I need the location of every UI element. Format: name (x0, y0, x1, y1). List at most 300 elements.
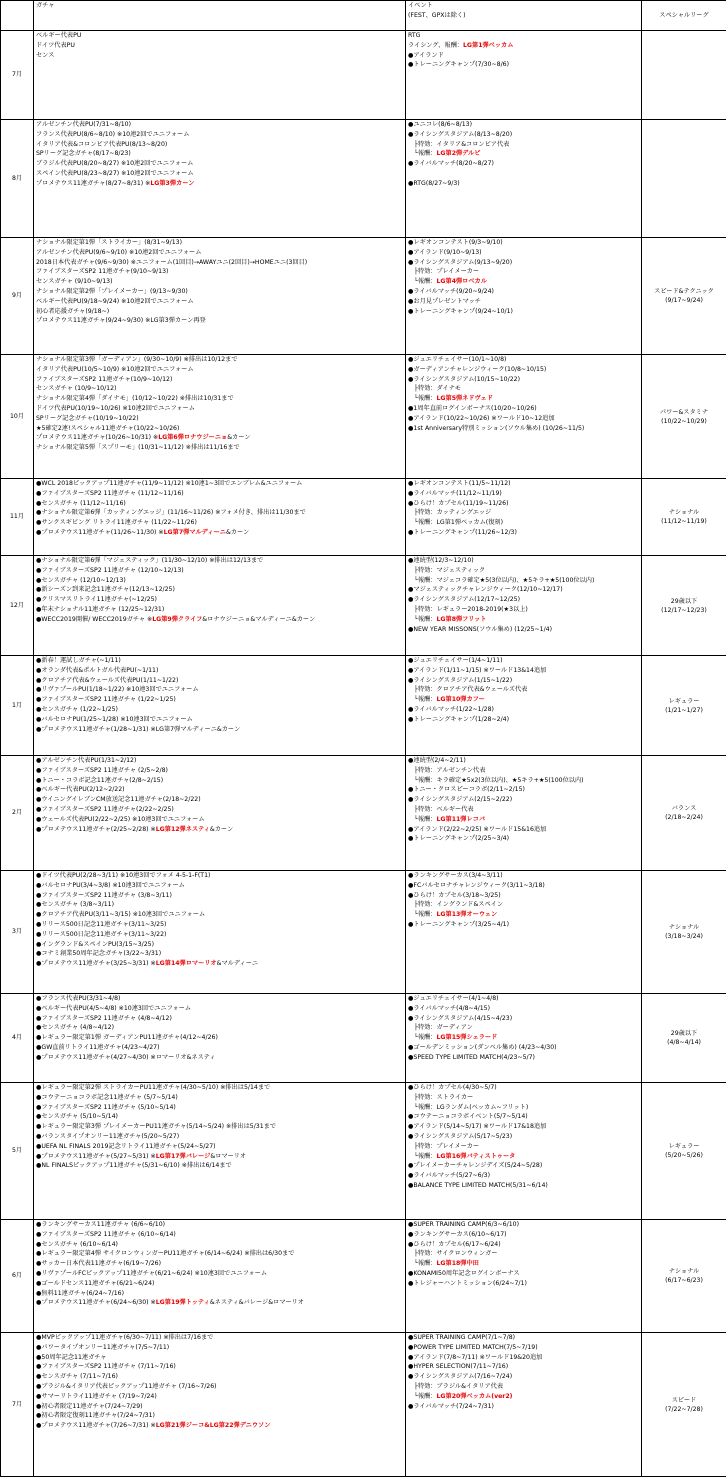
legend-highlight: LG第10弾カフー (436, 696, 484, 703)
table-row (1, 1220, 726, 1333)
text-segment: ●バルセロナPU(1/25~1/28) ※10連3回でユニフォーム (36, 716, 193, 723)
gacha-line (36, 766, 403, 776)
legend-highlight: LG第21弾ジーコ&LG第22弾デニウソン (156, 1422, 271, 1429)
special-league-cell (642, 355, 726, 479)
text-segment: ●リリース500日記念11連ガチャ(3/11~3/25) (36, 921, 166, 928)
text-segment: ●ライバルマッチ(11/12~11/19) (408, 490, 502, 497)
event-line (408, 1240, 639, 1250)
event-line (408, 384, 639, 394)
legend-highlight: LG第12弾ネスティ (156, 826, 210, 833)
gacha-line (36, 1333, 403, 1343)
event-line (408, 566, 639, 576)
text-segment: ●FCバルセロナチャレンジウィーク(3/11~3/18) (408, 882, 545, 889)
text-segment: ├特効：サイクロンウィンガー (408, 1250, 497, 1257)
gacha-line (36, 443, 403, 453)
gacha-line (36, 685, 403, 695)
text-segment: ●新春！運試しガチャ(~1/11) (36, 657, 121, 664)
text-segment: ●ライシングスタジアム(9/13~9/20) (408, 259, 512, 266)
table-row (1, 31, 726, 120)
gacha-line (36, 365, 403, 375)
gacha-line (36, 805, 403, 815)
gacha-line (36, 404, 403, 414)
gacha-line (36, 277, 403, 287)
gacha-line (36, 499, 403, 509)
gacha-line (36, 1014, 403, 1024)
gacha-cell (34, 120, 406, 238)
table-row (1, 994, 726, 1083)
gacha-line (36, 31, 403, 41)
legend-highlight: LG第19弾トッティ (156, 1299, 210, 1306)
event-cell (406, 756, 642, 871)
text-segment: ●プロメテウス11連ガチャ(3/25~3/31) ※ (36, 960, 156, 967)
text-segment: └報酬： (408, 616, 436, 623)
legend-highlight: LG第15弾シェラード (436, 1034, 497, 1041)
text-segment: ●センスガチャ (1/22~1/25) (36, 706, 118, 713)
gacha-line (36, 159, 403, 169)
gacha-cell (34, 871, 406, 994)
text-segment: ●ウイニングイレブンCM放送記念11連ガチャ(2/18~2/22) (36, 796, 201, 803)
event-line (408, 920, 639, 930)
text-segment: ●1周年直前ログインボーナス(10/20~10/26) (408, 405, 537, 412)
gacha-line (36, 267, 403, 277)
special-league-name: 29歳以下 (644, 597, 724, 606)
gacha-line (36, 1220, 403, 1230)
gacha-line (36, 1353, 403, 1363)
gacha-line (36, 384, 403, 394)
event-line (408, 676, 639, 686)
gacha-line (36, 1249, 403, 1259)
special-league-name: スピード (644, 1396, 724, 1405)
text-segment: &ネスティ&バレージ&ロマーリオ (210, 1299, 304, 1306)
text-segment: ●トレーニングキャンプ(11/26~12/3) (408, 529, 517, 536)
gacha-cell (34, 1333, 406, 1477)
event-line (408, 287, 639, 297)
event-line (408, 159, 639, 169)
text-segment: ●ランキングサーカス(6/10~6/17) (408, 1231, 507, 1238)
gacha-line (36, 297, 403, 307)
table-row (1, 1333, 726, 1477)
gacha-line (36, 1161, 403, 1171)
event-cell (406, 556, 642, 656)
header-event (406, 1, 642, 31)
event-line (408, 60, 639, 70)
gacha-cell (34, 1220, 406, 1333)
gacha-line (36, 1004, 403, 1014)
gacha-line (36, 307, 403, 317)
table-row (1, 238, 726, 355)
special-league-name: 29歳以下 (644, 1029, 724, 1038)
gacha-line (36, 1269, 403, 1279)
special-league-cell (642, 1333, 726, 1477)
gacha-line (36, 940, 403, 950)
event-line (408, 31, 639, 41)
event-line (408, 1093, 639, 1103)
gacha-line (36, 1362, 403, 1372)
gacha-cell (34, 479, 406, 556)
gacha-line (36, 815, 403, 825)
text-segment: ●アイランド(5/14~5/17) ※ワールド17&18追加 (408, 1123, 546, 1130)
gacha-cell (34, 656, 406, 756)
text-segment: ●クリスマスリトライ11連ガチャ(~12/25) (36, 596, 157, 603)
event-cell (406, 355, 642, 479)
gacha-line (36, 120, 403, 130)
event-cell (406, 1083, 642, 1220)
gacha-line (36, 1240, 403, 1250)
text-segment: ●プロメテウス11連ガチャ(11/26~11/30) ※ (36, 529, 164, 536)
event-line (408, 375, 639, 385)
event-line (408, 666, 639, 676)
event-line (408, 1343, 639, 1353)
text-segment: ●プロメテウス11連ガチャ(2/25~2/28) ※ (36, 826, 156, 833)
event-cell (406, 479, 642, 556)
event-line (408, 1259, 639, 1269)
text-segment: ●サンクスギビング リトライ11連ガチャ (11/22~11/26) (36, 519, 197, 526)
text-segment: ●バルセロナPU(3/4~3/8) ※10連3回でユニフォーム (36, 882, 185, 889)
text-segment: ●トニー・クロスピーコラボ(2/11~2/15) (408, 786, 525, 793)
event-cell (406, 871, 642, 994)
text-segment: ├特効：イングランド&スペイン (408, 901, 503, 908)
text-segment: ●センスガチャ (6/10~6/14) (36, 1241, 118, 1248)
gacha-line (36, 1289, 403, 1299)
event-line (408, 355, 639, 365)
event-line (408, 499, 639, 509)
text-segment: &マルディーニ (217, 960, 258, 967)
text-segment: ├特効：マジェスティック (408, 567, 485, 574)
text-segment: ●ライバルマッチ(7/24~7/31) (408, 1403, 494, 1410)
gacha-line (36, 705, 403, 715)
gacha-line (36, 1230, 403, 1240)
text-segment: ●SUPER TRAINING CAMP(7/1~7/8) (408, 1334, 515, 1341)
gacha-cell (34, 1083, 406, 1220)
legend-highlight: LG第14弾ロマーリオ (156, 960, 217, 967)
event-line (408, 424, 639, 434)
text-segment: ●プロメテウス11連ガチャ(6/24~6/30) ※ (36, 1299, 156, 1306)
text-segment: ●センスガチャ (7/11~7/16) (36, 1373, 118, 1380)
text-segment: └報酬： (408, 395, 436, 402)
event-line (408, 528, 639, 538)
text-segment: ├特効：ブラジル&イタリア代表 (408, 1383, 503, 1390)
gacha-line (36, 1392, 403, 1402)
gacha-line (36, 1103, 403, 1113)
month-cell: 9月 (1, 238, 34, 355)
legend-highlight: LG第1弾ベッカム (463, 42, 513, 49)
table-row (1, 871, 726, 994)
month-cell: 11月 (1, 479, 34, 556)
event-line (408, 766, 639, 776)
text-segment: イタリア代表&コロンビア代表PU(8/13~8/20) (36, 141, 167, 148)
special-league-cell (642, 994, 726, 1083)
month-cell: 1月 (1, 656, 34, 756)
event-line (408, 518, 639, 528)
text-segment: ●連続型(12/3~12/10) (408, 557, 474, 564)
event-line (408, 695, 639, 705)
event-line (408, 267, 639, 277)
gacha-line (36, 930, 403, 940)
event-line (408, 1181, 639, 1191)
text-segment: ナショナル限定第5弾「スプリーモ」(10/31~11/12) ※排出は11/16まで (36, 444, 240, 451)
event-line (408, 258, 639, 268)
table-row (1, 355, 726, 479)
text-segment: ├特効：レギュラー2018-2019(★3以上) (408, 606, 528, 613)
text-segment: ●SPEED TYPE LIMITED MATCH(4/23~5/7) (408, 1054, 535, 1061)
gacha-line (36, 248, 403, 258)
table-row (1, 1083, 726, 1220)
special-league-dates: (11/12~11/19) (644, 517, 724, 526)
event-line (408, 625, 639, 635)
text-segment: ●サッカー日本代表11連ガチャ(6/19~7/26) (36, 1260, 161, 1267)
event-line (408, 277, 639, 287)
event-line (408, 41, 639, 51)
text-segment: ●新シーズン到来記念11連ガチャ(12/13~12/25) (36, 586, 175, 593)
legend-highlight: LG第8弾フリット (436, 616, 486, 623)
gacha-line (36, 566, 403, 576)
text-segment: ●レギオンコンテスト(9/3~9/10) (408, 239, 503, 246)
text-segment: ●初心者限定復刻11連ガチャ(7/24~7/31) (36, 1412, 155, 1419)
text-segment: ファイブスターズSP2 11連ガチャ(10/9~10/12) (36, 376, 172, 383)
special-league-dates: (3/18~3/24) (644, 932, 724, 941)
table-row (1, 656, 726, 756)
gacha-line (36, 1298, 403, 1308)
gacha-line (36, 615, 403, 625)
event-cell (406, 1333, 642, 1477)
legend-highlight: LG第16弾バティストゥータ (436, 1153, 515, 1160)
text-segment: ●ファイブスターズSP2 11連ガチャ (4/8~4/12) (36, 1015, 172, 1022)
legend-highlight: LG第4弾ロベカル (436, 278, 486, 285)
text-segment: ●サマーリトライ11連ガチャ (7/19~7/24) (36, 1393, 157, 1400)
text-segment: ●アイランド(1/11~1/15) ※ワールド13&14追加 (408, 667, 546, 674)
gacha-line (36, 595, 403, 605)
text-segment: ├特効：イタリア&コロンビア代表 (408, 141, 509, 148)
event-line (408, 1249, 639, 1259)
text-segment: ●トレーニングキャンプ(2/25~3/4) (408, 835, 509, 842)
text-segment: &カーン (227, 434, 250, 441)
text-segment: ●MVPピックアップ11連ガチャ(6/30~7/11) ※排出は7/16まで (36, 1334, 213, 1341)
event-line (408, 394, 639, 404)
text-segment: ●オランダ代表&ポルトガル代表PU(~1/11) (36, 667, 158, 674)
event-line (408, 1122, 639, 1132)
special-league-name: スピード&テクニック (644, 287, 724, 296)
text-segment: ●NL FINALSピックアップ11連ガチャ(5/31~6/10) ※排出は6/14まで (36, 1162, 232, 1169)
text-segment: ナショナル限定第4弾「ダイナモ」(10/12~10/22) ※排出は10/31まで (36, 395, 234, 402)
text-segment: ●ライバルマッチ(9/20~9/24) (408, 288, 494, 295)
text-segment: ●ライシングスタジアム(7/16~7/24) (408, 1373, 512, 1380)
text-segment: ベルギー代表PU (36, 32, 81, 39)
event-line (408, 685, 639, 695)
event-line (408, 508, 639, 518)
event-line (408, 556, 639, 566)
text-segment: └報酬： (408, 696, 436, 703)
gacha-line (36, 489, 403, 499)
event-line (408, 795, 639, 805)
special-league-dates: (5/20~5/26) (644, 1151, 724, 1160)
event-line (408, 1004, 639, 1014)
event-line (408, 1230, 639, 1240)
text-segment: ●UEFA NL FINALS 2019記念リトライ11連ガチャ(5/24~5/27) (36, 1143, 216, 1150)
month-cell: 8月 (1, 120, 34, 238)
event-line (408, 238, 639, 248)
text-segment: ●プロメテウス11連ガチャ(1/28~1/31) ※LG第7弾マルディーニ&カーン (36, 726, 240, 733)
text-segment: ●ウェールズ代表PU(2/22~2/25) ※10連3回でユニフォーム (36, 816, 205, 823)
text-segment: └報酬：LGランダム(ベッカム~フリット) (408, 1104, 528, 1111)
event-line (408, 595, 639, 605)
table-body (1, 31, 726, 1477)
text-segment: プロメテウス11連ガチャ(10/26~10/31) ※ (36, 434, 158, 441)
special-league-cell (642, 238, 726, 355)
gacha-line (36, 1093, 403, 1103)
header-gacha: ガチャ (34, 1, 406, 31)
event-line (408, 120, 639, 130)
gacha-line (36, 130, 403, 140)
gacha-line (36, 41, 403, 51)
special-league-dates: (6/17~6/23) (644, 1276, 724, 1285)
text-segment: └報酬： (408, 150, 436, 157)
text-segment: ●アイランド (408, 52, 444, 59)
text-segment: ●レギュラー限定第2弾 ストライカーPU11連ガチャ(4/30~5/10) ※排出は5/14まで (36, 1084, 270, 1091)
gacha-line (36, 1279, 403, 1289)
text-segment: ●RTG(8/27~9/3) (408, 180, 460, 187)
gacha-line (36, 258, 403, 268)
event-cell (406, 994, 642, 1083)
special-league-name: ナショナル (644, 508, 724, 517)
text-segment: ●ライシングスタジアム(4/15~4/23) (408, 1015, 512, 1022)
text-segment: └報酬： (408, 1034, 436, 1041)
event-line (408, 1112, 639, 1122)
text-segment: └報酬：キラ確定★5x2(3位以内)、★5キラ+★5(100位以内) (408, 777, 584, 784)
text-segment: ●コナミ創業50周年記念ガチャ(3/22~3/31) (36, 950, 161, 957)
text-segment: ●ライシングスタジアム(5/17~5/23) (408, 1133, 512, 1140)
event-line (408, 891, 639, 901)
text-segment: ●トレーニングキャンプ(9/24~10/1) (408, 308, 513, 315)
text-segment: ●ジュエリチェイサー(4/1~4/8) (408, 995, 499, 1002)
gacha-line (36, 287, 403, 297)
text-segment: ドイツ代表PU(10/19~10/26) ※10連2回でユニフォーム (36, 405, 195, 412)
text-segment: ●プロメテウス11連ガチャ(4/27~4/30) ※ロマーリオ&ネスティ (36, 1054, 216, 1061)
table-row (1, 479, 726, 556)
text-segment: ●バランスタイプオンリー11連ガチャ(5/20~5/27) (36, 1133, 179, 1140)
text-segment: センス (36, 52, 54, 59)
gacha-line (36, 776, 403, 786)
text-segment: イタリア代表PU(10/5~10/9) ※10連2回でユニフォーム (36, 366, 194, 373)
text-segment: ●アイランド(2/22~2/25) ※ワールド15&16追加 (408, 826, 546, 833)
gacha-line (36, 1122, 403, 1132)
text-segment: └報酬：LG第1弾ベッカム(復刻) (408, 519, 503, 526)
text-segment: ●ベルギー代表PU(4/5~4/8) ※10連3回でユニフォーム (36, 1005, 191, 1012)
gacha-line (36, 676, 403, 686)
event-line (408, 1333, 639, 1343)
text-segment: ●マジェスティックチャレンジウィーク(12/10~12/17) (408, 586, 563, 593)
month-cell: 10月 (1, 355, 34, 479)
text-segment: ●ランキングサーカス(3/4~3/11) (408, 872, 503, 879)
header-special-league: スペシャルリーグ (642, 1, 726, 31)
text-segment: &ロマーリオ (210, 1153, 246, 1160)
text-segment: ├特効：ベルギー代表 (408, 806, 474, 813)
text-segment: ●ベルギー代表PU(2/12~2/22) (36, 786, 125, 793)
gacha-line (36, 949, 403, 959)
text-segment: ●ファイブスターズSP2 11連ガチャ (6/10~6/14) (36, 1231, 176, 1238)
event-cell (406, 1220, 642, 1333)
event-line (408, 881, 639, 891)
special-league-name: レギュラー (644, 697, 724, 706)
text-segment: ●センスガチャ (12/10~12/13) (36, 577, 126, 584)
gacha-line (36, 1083, 403, 1093)
month-cell: 6月 (1, 1220, 34, 1333)
special-league-cell (642, 871, 726, 994)
text-segment: ●ジュエリチェイサー(10/1~10/8) (408, 356, 506, 363)
text-segment: ●年末ナショナル11連ガチャ (12/25~12/31) (36, 606, 164, 613)
text-segment: └報酬： (408, 911, 436, 918)
text-segment: ベルギー代表PU(9/18~9/24) ※10連2回でユニフォーム (36, 298, 194, 305)
gacha-line (36, 795, 403, 805)
text-segment: ●50周年記念11連ガチャ (36, 1354, 106, 1361)
text-segment: ●1st Anniversary特別ミッション(ソウル集め) (10/26~11/5) (408, 425, 584, 432)
month-cell: 5月 (1, 1083, 34, 1220)
special-league-dates: (10/22~10/29) (644, 417, 724, 426)
special-league-dates: (7/22~7/28) (644, 1405, 724, 1414)
text-segment: ファイブスターズSP2 11連ガチャ(9/10~9/13) (36, 268, 168, 275)
gacha-line (36, 756, 403, 766)
special-league-dates: (2/18~2/24) (644, 813, 724, 822)
text-segment: ●クロアチア代表&ウェールズ代表PU(1/11~1/22) (36, 677, 178, 684)
text-segment: ●ライバルマッチ(5/27~6/3) (408, 1172, 490, 1179)
text-segment: ●トレーニングキャンプ(3/25~4/1) (408, 921, 509, 928)
text-segment: 2018日本代表ガチャ(9/6~9/30) ※ユニフォーム(1回目)→AWAYユニ(2回目)→HOMEユニ(3回目) (36, 259, 307, 266)
event-line (408, 130, 639, 140)
text-segment: 初心者応援ガチャ(9/18~) (36, 308, 109, 315)
event-line (408, 805, 639, 815)
text-segment: ●レギュラー限定第4弾 サイクロンウィンガーPU11連ガチャ(6/14~6/24) ※排出は6/30まで (36, 1250, 294, 1257)
special-league-cell (642, 756, 726, 871)
gacha-line (36, 1382, 403, 1392)
special-league-cell (642, 556, 726, 656)
event-line (408, 756, 639, 766)
text-segment: ナショナル限定第2弾「プレイメーカー」(9/13~9/30) (36, 288, 188, 295)
month-cell: 2月 (1, 756, 34, 871)
text-segment: ●アイランド(7/8~7/11) ※ワールド19&20追加 (408, 1354, 542, 1361)
gacha-line (36, 994, 403, 1004)
text-segment: &カーン (210, 826, 233, 833)
text-segment: ●ファイブスターズSP2 11連ガチャ (3/8~3/11) (36, 892, 172, 899)
text-segment: ●ゴールデンミッション(ダンベル集め) (4/23~4/30) (408, 1044, 557, 1051)
event-line (408, 1392, 639, 1402)
event-line (408, 900, 639, 910)
text-segment: ●センスガチャ (4/8~4/12) (36, 1024, 114, 1031)
text-segment: ●ナショナル限定第6弾「マジェスティック」(11/30~12/10) ※排出は12/13まで (36, 557, 263, 564)
gacha-line (36, 179, 403, 189)
gacha-line (36, 1421, 403, 1431)
header-month (1, 1, 34, 31)
event-line (408, 1083, 639, 1093)
text-segment: ●ライバルマッチ(8/20~8/27) (408, 160, 494, 167)
special-league-dates: (1/21~1/27) (644, 706, 724, 715)
event-line (408, 1220, 639, 1230)
event-line (408, 776, 639, 786)
event-line (408, 365, 639, 375)
text-segment: ●ライシングスタジアム(2/15~2/22) (408, 796, 512, 803)
event-line (408, 248, 639, 258)
table-row (1, 756, 726, 871)
text-segment: ●ファイブスターズSP2 11連ガチャ (11/12~11/16) (36, 490, 184, 497)
text-segment: ●コウテーニョコラボイベント(5/7~5/14) (408, 1113, 528, 1120)
gacha-cell (34, 556, 406, 656)
gacha-line (36, 1402, 403, 1412)
text-segment: ドイツ代表PU (36, 42, 75, 49)
gacha-line (36, 900, 403, 910)
text-segment: ●ライシングスタジアム(1/15~1/22) (408, 677, 512, 684)
gacha-line (36, 479, 403, 489)
text-segment: ●トレーニングキャンプ(7/30~8/6) (408, 61, 509, 68)
event-line (408, 1152, 639, 1162)
special-league-name: ナショナル (644, 923, 724, 932)
